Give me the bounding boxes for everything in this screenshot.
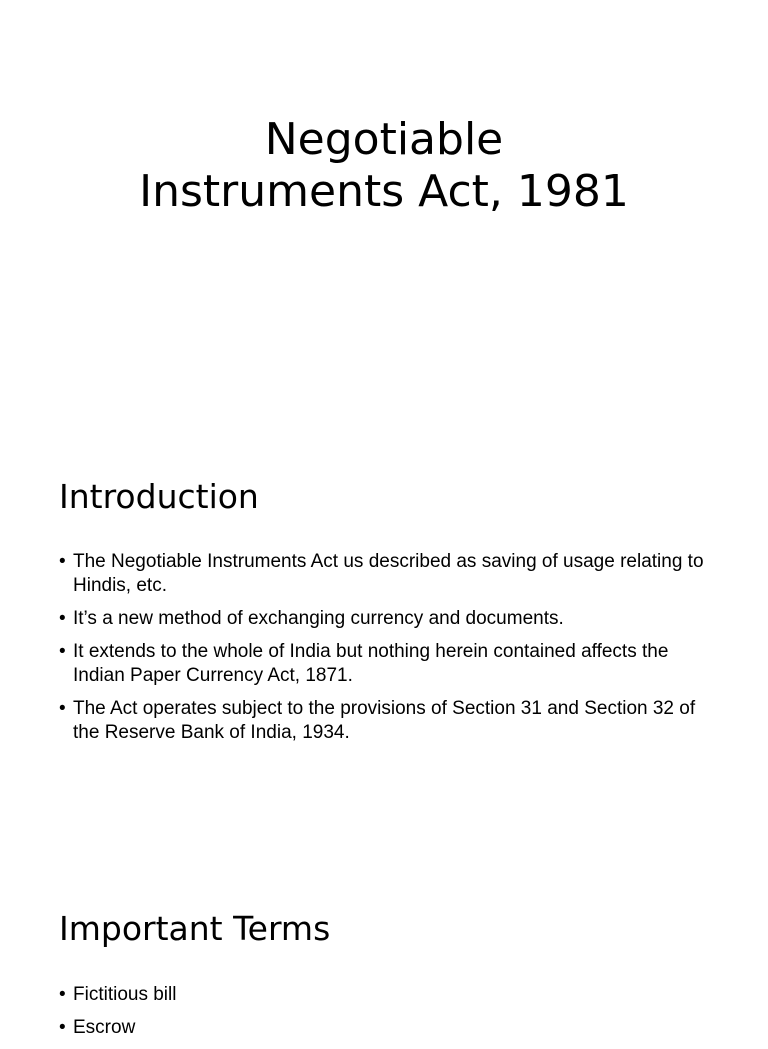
introduction-bullet-list — [59, 550, 709, 754]
important-terms-heading: Important Terms — [59, 909, 331, 948]
bullet-icon: • — [59, 551, 66, 572]
bullet-icon: • — [59, 608, 66, 629]
title-line-1: Negotiable — [264, 114, 504, 165]
bullet-text: Fictitious bill — [73, 984, 177, 1005]
bullet-icon: • — [59, 698, 66, 719]
list-item — [59, 697, 709, 745]
slide-title — [0, 114, 768, 218]
important-terms-slide — [0, 864, 768, 1038]
list-item — [59, 640, 709, 688]
title-slide — [0, 0, 768, 432]
important-terms-bullet-list — [59, 983, 709, 1049]
list-item — [59, 607, 709, 631]
introduction-heading: Introduction — [59, 477, 259, 516]
bullet-text: It extends to the whole of India but nothing herein contained affects the Indian Paper Currency Act, 1871. — [73, 641, 669, 686]
list-item — [59, 983, 709, 1007]
bullet-icon: • — [59, 1017, 66, 1038]
list-item — [59, 550, 709, 598]
title-line-2: Instruments Act, 1981 — [139, 166, 629, 217]
bullet-icon: • — [59, 641, 66, 662]
list-item — [59, 1016, 709, 1040]
bullet-text: The Negotiable Instruments Act us described as saving of usage relating to Hindis, etc. — [73, 551, 704, 596]
bullet-icon: • — [59, 984, 66, 1005]
bullet-text: The Act operates subject to the provisions of Section 31 and Section 32 of the Reserve Bank of India, 1934. — [73, 698, 696, 743]
bullet-text: Escrow — [73, 1017, 136, 1038]
bullet-text: It’s a new method of exchanging currency and documents. — [73, 608, 564, 629]
introduction-slide — [0, 432, 768, 864]
